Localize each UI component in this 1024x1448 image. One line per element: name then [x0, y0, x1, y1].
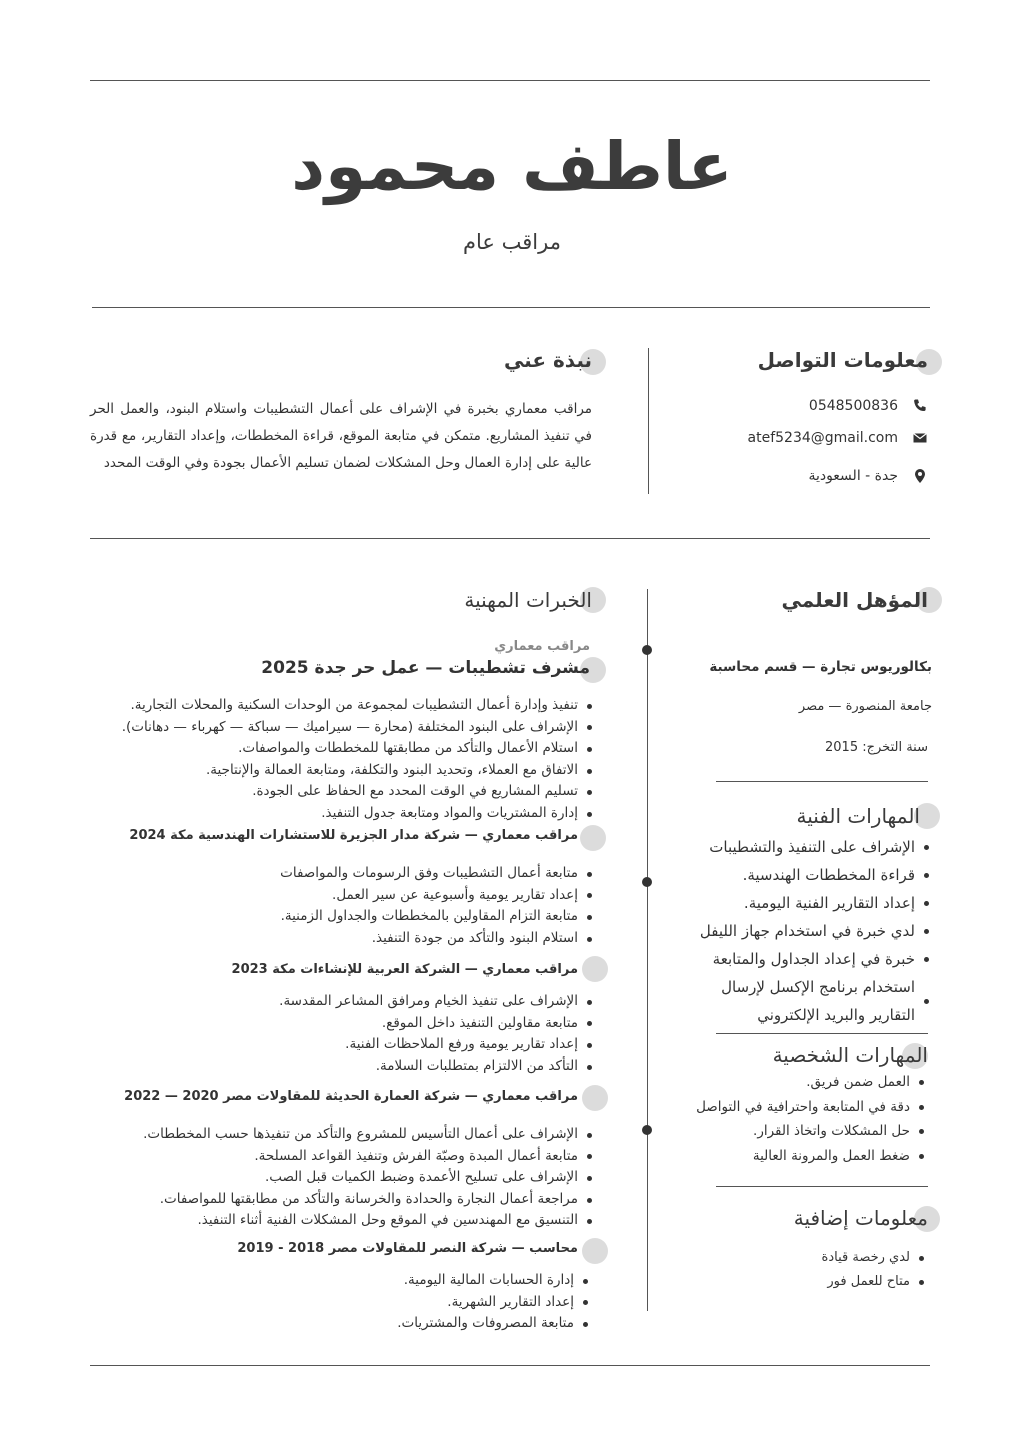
skills-rule — [716, 1033, 928, 1034]
list-item: متابعة مقاولين التنفيذ داخل الموقع. — [279, 1013, 592, 1035]
job-title: مراقب معماري — شركة مدار الجزيرة للاستشارات الهندسية مكة 2024 — [129, 828, 578, 843]
list-item: إعداد التقارير الشهرية. — [397, 1292, 588, 1314]
list-item: الإشراف على التنفيذ والتشطيبات — [700, 833, 929, 861]
list-item: التأكد من الالتزام بمتطلبات السلامة. — [279, 1056, 592, 1078]
education-university: جامعة المنصورة — مصر — [798, 699, 932, 714]
contact-email — [748, 430, 928, 446]
timeline-dot — [642, 1125, 652, 1135]
list-item: استخدام برنامج الإكسل لإرسال التقارير والبريد الإلكتروني — [705, 973, 929, 1029]
list-item: التنسيق مع المهندسين في الموقع وحل المشكلات الفنية أثناء التنفيذ. — [143, 1210, 592, 1232]
job-duties — [397, 1270, 588, 1335]
contact-location — [808, 468, 928, 484]
extra-list — [822, 1246, 924, 1294]
list-item: تسليم المشاريع في الوقت المحدد مع الحفاظ على الجودة. — [122, 781, 592, 803]
list-item: الإشراف على أعمال التأسيس للمشروع والتأكد من تنفيذها حسب المخططات. — [143, 1124, 592, 1146]
about-text: مراقب معماري بخبرة في الإشراف على أعمال التشطيبات واستلام البنود، والعمل الحر في تنفيذ المشاريع. متمكن في متابعة الموقع، قراءة المخططات، وإعداد التقارير، مع قدرة عالية على إدارة العمال وحل المشكلات لضمان تسليم الأعمال بجودة وفي الوقت المحدد — [90, 401, 592, 471]
list-item: متابعة أعمال التشطيبات وفق الرسومات والمواصفات — [280, 863, 592, 885]
job-duties — [279, 991, 592, 1077]
heading-dot — [582, 956, 608, 982]
tech-skills-list — [700, 833, 929, 1029]
timeline-dot — [642, 877, 652, 887]
job-title: محاسب — شركة النصر للمقاولات مصر 2018 - 2019 — [237, 1241, 578, 1256]
list-item: الإشراف على البنود المختلفة (محارة — سيراميك — سباكة — كهرباء — دهانات). — [122, 717, 592, 739]
mail-icon — [912, 430, 928, 446]
extra-heading: معلومات إضافية — [793, 1206, 928, 1230]
education-degree: بكالوريوس تجارة — قسم محاسبة — [709, 659, 932, 675]
list-item: استلام البنود والتأكد من جودة التنفيذ. — [280, 928, 592, 950]
bottom-rule — [90, 1365, 930, 1366]
phone-number[interactable]: 0548500836 — [808, 398, 898, 414]
job-duties — [143, 1124, 592, 1232]
list-item: تنفيذ وإدارة أعمال التشطيبات لمجموعة من الوحدات السكنية والمحلات التجارية. — [122, 695, 592, 717]
contact-phone — [809, 398, 928, 414]
heading-dot — [582, 1238, 608, 1264]
list-item: متابعة المصروفات والمشتريات. — [397, 1313, 588, 1335]
tech-skills-heading: المهارات الفنية — [796, 804, 920, 828]
list-item: حل المشكلات واتخاذ القرار. — [696, 1119, 924, 1144]
list-item: إعداد تقارير يومية وأسبوعية عن سير العمل. — [280, 885, 592, 907]
list-item: ضغط العمل والمرونة العالية — [696, 1144, 924, 1169]
education-rule — [716, 781, 928, 782]
timeline-line — [647, 589, 648, 1311]
list-item: الاتفاق مع العملاء، وتحديد البنود والتكلفة، ومتابعة العمالة والإنتاجية. — [122, 760, 592, 782]
list-item: إدارة المشتريات والمواد ومتابعة جدول التنفيذ. — [122, 803, 592, 825]
job-title: مشرف تشطيبات — عمل حر جدة 2025 — [261, 658, 590, 678]
list-item: متابعة التزام المقاولين بالمخططات والجداول الزمنية. — [280, 906, 592, 928]
top-rule — [90, 80, 930, 81]
job-duties — [122, 695, 592, 825]
list-item: العمل ضمن فريق. — [696, 1070, 924, 1095]
top-divider — [648, 348, 649, 494]
about-heading: نبذة عني — [503, 348, 592, 372]
email-address[interactable]: atef5234@gmail.com — [747, 430, 898, 446]
list-item: إدارة الحسابات المالية اليومية. — [397, 1270, 588, 1292]
contact-heading: معلومات التواصل — [757, 348, 928, 372]
list-item: دقة في المتابعة واحترافية في التواصل — [696, 1095, 924, 1120]
job-role: مراقب معماري — [494, 639, 590, 654]
list-item: إعداد تقارير يومية ورفع الملاحظات الفنية. — [279, 1034, 592, 1056]
timeline-dot — [642, 645, 652, 655]
list-item: قراءة المخططات الهندسية. — [700, 861, 929, 889]
education-graduation: سنة التخرج: 2015 — [825, 740, 928, 755]
heading-dot — [582, 1085, 608, 1111]
list-item: استلام الأعمال والتأكد من مطابقتها للمخططات والمواصفات. — [122, 738, 592, 760]
list-item: متابعة أعمال المبدة وصبّة الفرش وتنفيذ القواعد المسلحة. — [143, 1146, 592, 1168]
list-item: إعداد التقارير الفنية اليومية. — [700, 889, 929, 917]
experience-heading: الخبرات المهنية — [464, 588, 592, 612]
education-heading: المؤهل العلمي — [781, 588, 928, 612]
location-pin-icon — [912, 468, 928, 484]
candidate-title: مراقب عام — [463, 230, 561, 254]
heading-dot — [580, 825, 606, 851]
job-duties — [280, 863, 592, 949]
header-rule — [92, 307, 930, 308]
list-item: لدي رخصة قيادة — [822, 1246, 924, 1270]
list-item: مراجعة أعمال النجارة والحدادة والخرسانة والتأكد من مطابقتها للمواصفات. — [143, 1189, 592, 1211]
soft-skills-list — [696, 1070, 924, 1168]
soft-skills-heading: المهارات الشخصية — [772, 1043, 928, 1067]
list-item: الإشراف على تنفيذ الخيام ومرافق المشاعر المقدسة. — [279, 991, 592, 1013]
list-item: لدي خبرة في استخدام جهاز الليفل — [700, 917, 929, 945]
job-title: مراقب معماري — شركة العمارة الحديثة للمقاولات مصر 2020 — 2022 — [124, 1089, 578, 1104]
phone-icon — [912, 398, 928, 414]
location-text: جدة - السعودية — [808, 468, 898, 484]
candidate-name: عاطف محمود — [291, 128, 733, 205]
list-item: خبرة في إعداد الجداول والمتابعة — [700, 945, 929, 973]
list-item: الإشراف على تسليح الأعمدة وضبط الكميات قبل الصب. — [143, 1167, 592, 1189]
soft-rule — [716, 1186, 928, 1187]
job-title: مراقب معماري — الشركة العربية للإنشاءات مكة 2023 — [231, 962, 578, 977]
section-rule — [90, 538, 930, 539]
list-item: متاح للعمل فور — [822, 1270, 924, 1294]
